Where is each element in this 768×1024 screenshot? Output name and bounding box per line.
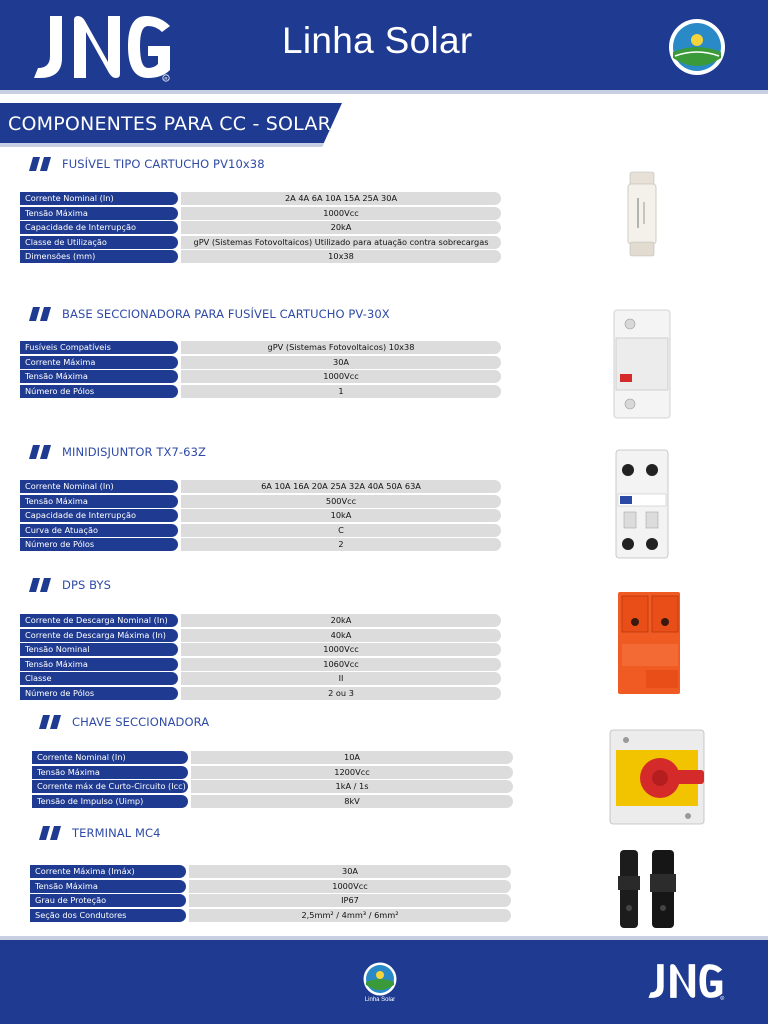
spec-row (20, 385, 501, 398)
spec-value: 6A 10A 16A 20A 25A 32A 40A 50A 63A (181, 480, 501, 493)
spec-label: Corrente de Descarga Máxima (In) (20, 629, 178, 642)
spec-label: Classe de Utilização (20, 236, 178, 249)
spec-row (32, 751, 513, 764)
spec-label: Fusíveis Compatíveis (20, 341, 178, 354)
spec-row (20, 236, 501, 249)
fuse-base-image (608, 308, 676, 420)
product-title-text: TERMINAL MC4 (72, 826, 161, 840)
double-slash-icon (28, 157, 54, 171)
spec-row (32, 766, 513, 779)
spec-row (20, 250, 501, 263)
spec-value: IP67 (189, 894, 511, 907)
spec-label: Grau de Proteção (30, 894, 186, 907)
spec-value: 2A 4A 6A 10A 15A 25A 30A (181, 192, 501, 205)
spec-value: 30A (189, 865, 511, 878)
spec-row (30, 880, 511, 893)
spec-row (20, 538, 501, 551)
spec-row (20, 207, 501, 220)
spec-label: Tensão Máxima (20, 207, 178, 220)
spec-value: 20kA (181, 221, 501, 234)
footer-solar-seal-icon (363, 962, 397, 996)
spec-value: 10A (191, 751, 513, 764)
product-title-text: MINIDISJUNTOR TX7-63Z (62, 445, 206, 459)
spec-label: Tensão Nominal (20, 643, 178, 656)
spec-label: Corrente máx de Curto-Circuito (Icc) (32, 780, 188, 793)
spec-value: 1000Vcc (181, 207, 501, 220)
spec-label: Curva de Atuação (20, 524, 178, 537)
spec-value: 1kA / 1s (191, 780, 513, 793)
spec-label: Tensão Máxima (30, 880, 186, 893)
spec-row (20, 370, 501, 383)
product-title-text: DPS BYS (62, 578, 112, 592)
spec-row (20, 480, 501, 493)
product-title (38, 715, 209, 729)
solar-line-seal-icon (668, 18, 726, 76)
spec-label: Tensão de Impulso (Uimp) (32, 795, 188, 808)
spec-value: 1000Vcc (181, 370, 501, 383)
spec-value: C (181, 524, 501, 537)
spec-row (30, 894, 511, 907)
footer-seal-label: Linha Solar (364, 997, 396, 1003)
spec-label: Corrente Nominal (In) (20, 192, 178, 205)
spec-value: 40kA (181, 629, 501, 642)
double-slash-icon (38, 715, 64, 729)
spec-row (32, 795, 513, 808)
spec-label: Corrente de Descarga Nominal (In) (20, 614, 178, 627)
svg-text:R: R (164, 75, 168, 81)
spec-row (30, 909, 511, 922)
spec-label: Seção dos Condutores (30, 909, 186, 922)
spec-value: 8kV (191, 795, 513, 808)
spec-value: 2 (181, 538, 501, 551)
spec-label: Tensão Máxima (32, 766, 188, 779)
spec-row (20, 524, 501, 537)
spec-label: Dimensões (mm) (20, 250, 178, 263)
jng-logo (30, 12, 180, 82)
product-title (38, 826, 161, 840)
mc4-connector-image (612, 846, 694, 932)
product-title-text: BASE SECCIONADORA PARA FUSÍVEL CARTUCHO PV-30X (62, 307, 390, 321)
spec-row (32, 780, 513, 793)
double-slash-icon (28, 307, 54, 321)
spec-value: gPV (Sistemas Fotovoltaicos) Utilizado para atuação contra sobrecargas (181, 236, 501, 249)
spec-value: 20kA (181, 614, 501, 627)
spec-value: 1 (181, 385, 501, 398)
surge-protector-image (612, 588, 686, 698)
spec-value: 10kA (181, 509, 501, 522)
spec-row (20, 495, 501, 508)
product-title (28, 445, 206, 459)
spec-value: 500Vcc (181, 495, 501, 508)
spec-value: 30A (181, 356, 501, 369)
spec-value: gPV (Sistemas Fotovoltaicos) 10x38 (181, 341, 501, 354)
spec-label: Tensão Máxima (20, 495, 178, 508)
product-title (28, 157, 265, 171)
spec-label: Corrente Nominal (In) (32, 751, 188, 764)
double-slash-icon (28, 578, 54, 592)
spec-label: Capacidade de Interrupção (20, 509, 178, 522)
spec-label: Corrente Máxima (Imáx) (30, 865, 186, 878)
spec-row (20, 221, 501, 234)
breaker-image (612, 448, 672, 560)
spec-label: Tensão Máxima (20, 370, 178, 383)
spec-value: 2 ou 3 (181, 687, 501, 700)
spec-row (20, 356, 501, 369)
svg-text:R: R (721, 996, 724, 1000)
spec-label: Corrente Nominal (In) (20, 480, 178, 493)
spec-row (20, 658, 501, 671)
disconnect-switch-image (606, 724, 708, 826)
double-slash-icon (38, 826, 64, 840)
product-title (28, 307, 390, 321)
fuse-cartridge-image (620, 168, 664, 264)
product-title-text: CHAVE SECCIONADORA (72, 715, 210, 729)
spec-value: 1000Vcc (189, 880, 511, 893)
spec-value: 1060Vcc (181, 658, 501, 671)
spec-row (30, 865, 511, 878)
spec-row (20, 643, 501, 656)
spec-row (20, 192, 501, 205)
spec-row (20, 687, 501, 700)
page-title: Linha Solar (282, 20, 473, 61)
product-title (28, 578, 111, 592)
spec-row (20, 341, 501, 354)
spec-row (20, 509, 501, 522)
double-slash-icon (28, 445, 54, 459)
section-title: COMPONENTES PARA CC - SOLAR (8, 113, 331, 135)
spec-value: II (181, 672, 501, 685)
footer-jng-logo (646, 962, 728, 1000)
product-title-text: FUSÍVEL TIPO CARTUCHO PV10x38 (62, 157, 265, 171)
spec-value: 10x38 (181, 250, 501, 263)
spec-label: Número de Pólos (20, 385, 178, 398)
spec-value: 1200Vcc (191, 766, 513, 779)
spec-value: 2,5mm² / 4mm³ / 6mm² (189, 909, 511, 922)
spec-value: 1000Vcc (181, 643, 501, 656)
spec-label: Classe (20, 672, 178, 685)
spec-row (20, 672, 501, 685)
spec-label: Número de Pólos (20, 538, 178, 551)
spec-label: Número de Pólos (20, 687, 178, 700)
spec-label: Capacidade de Interrupção (20, 221, 178, 234)
spec-label: Tensão Máxima (20, 658, 178, 671)
spec-label: Corrente Máxima (20, 356, 178, 369)
spec-row (20, 629, 501, 642)
spec-row (20, 614, 501, 627)
